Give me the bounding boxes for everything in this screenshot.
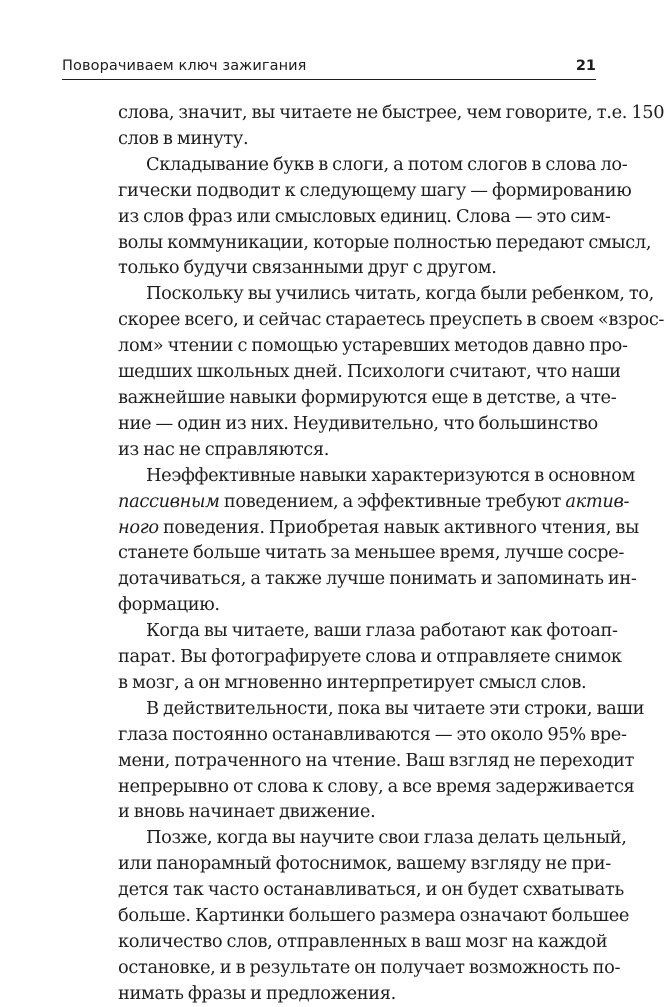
text-line: ние — один из них. Неудивительно, что большинство [118, 412, 598, 434]
text-line: слова, значит, вы читаете не быстрее, чем говорите, т.е. 150 [118, 102, 665, 123]
text-line: только будучи связанными друг с другом. [118, 257, 497, 279]
text-line: из нас не справляются. [118, 438, 330, 460]
text-line: или панорамный фотоснимок, вашему взгляду не при- [118, 853, 611, 875]
text-line: Складывание букв в слоги, а потом слогов в слова ло- [146, 153, 628, 175]
paragraph-3 [118, 281, 665, 462]
text-fragment: поведением, а эффективные требуют [219, 490, 566, 512]
text-line: непрерывно от слова к слову, а все время задерживается [118, 775, 635, 797]
running-title: Поворачиваем ключ зажигания [62, 58, 307, 74]
text-line: шедших школьных дней. Психологи считают, что наши [118, 361, 621, 383]
paragraph-2 [118, 152, 652, 282]
text-line: гически подводит к следующему шагу — формированию [118, 179, 632, 201]
paragraph-6 [118, 696, 645, 826]
text-line: дотачиваться, а также лучше понимать и запоминать ин- [118, 568, 637, 590]
text-line: Позже, когда вы научите свои глаза делать цельный, [146, 827, 627, 849]
text-line: Когда вы читаете, ваши глаза работают как фотоап- [146, 620, 618, 642]
paragraph-5 [118, 618, 622, 696]
paragraph-4 [118, 463, 639, 618]
text-line: из слов фраз или смысловых единиц. Слова — это сим- [118, 205, 611, 227]
text-line: слов в минуту. [118, 127, 249, 149]
text-line: мени, потраченного на чтение. Ваш взгляд не переходит [118, 749, 634, 771]
text-line: дется так часто останавливаться, и он будет схватывать [118, 879, 624, 901]
text-line: парат. Вы фотографируете слова и отправляете снимок [118, 646, 622, 668]
body-text [118, 100, 665, 1007]
text-line: скорее всего, и сейчас стараетесь преуспеть в своем «взрос- [118, 309, 665, 331]
text-line: и вновь начинает движение. [118, 801, 376, 823]
text-line: Неэффективные навыки характеризуются в основном [146, 464, 636, 486]
text-line: Поскольку вы учились читать, когда были ребенком, то, [146, 283, 654, 305]
text-line: глаза постоянно останавливаются — это около 95% вре- [118, 723, 627, 745]
text-line: в мозг, а он мгновенно интерпретирует смысл слов. [118, 671, 587, 693]
italic-term: пассивным [118, 490, 220, 512]
text-line: станете больше читать за меньшее время, лучше сосре- [118, 542, 624, 564]
italic-term: ного [118, 516, 159, 538]
text-line: больше. Картинки большего размера означают большее [118, 905, 630, 927]
text-line: лом» чтении с помощью устаревших методов давно про- [118, 335, 628, 357]
text-line [118, 489, 630, 515]
paragraph-1 [118, 100, 665, 152]
page-number: 21 [575, 58, 596, 74]
text-fragment: поведения. Приобретая навык активного чтения, вы [158, 516, 639, 538]
text-line: важнейшие навыки формируются еще в детстве, а чте- [118, 386, 617, 408]
text-line [118, 515, 639, 541]
text-line: количество слов, отправленных в ваш мозг на каждой [118, 931, 608, 952]
text-line: В действительности, пока вы читаете эти строки, ваши [146, 697, 645, 719]
text-line: нимать фразы и предложения. [118, 982, 396, 1004]
text-line: волы коммуникации, которые полностью передают смысл, [118, 231, 652, 253]
text-line: формацию. [118, 594, 220, 616]
text-line: остановке, и в результате он получает возможность по- [118, 956, 621, 978]
running-header [62, 55, 596, 80]
paragraph-7 [118, 825, 630, 1006]
italic-term: актив- [565, 490, 630, 512]
